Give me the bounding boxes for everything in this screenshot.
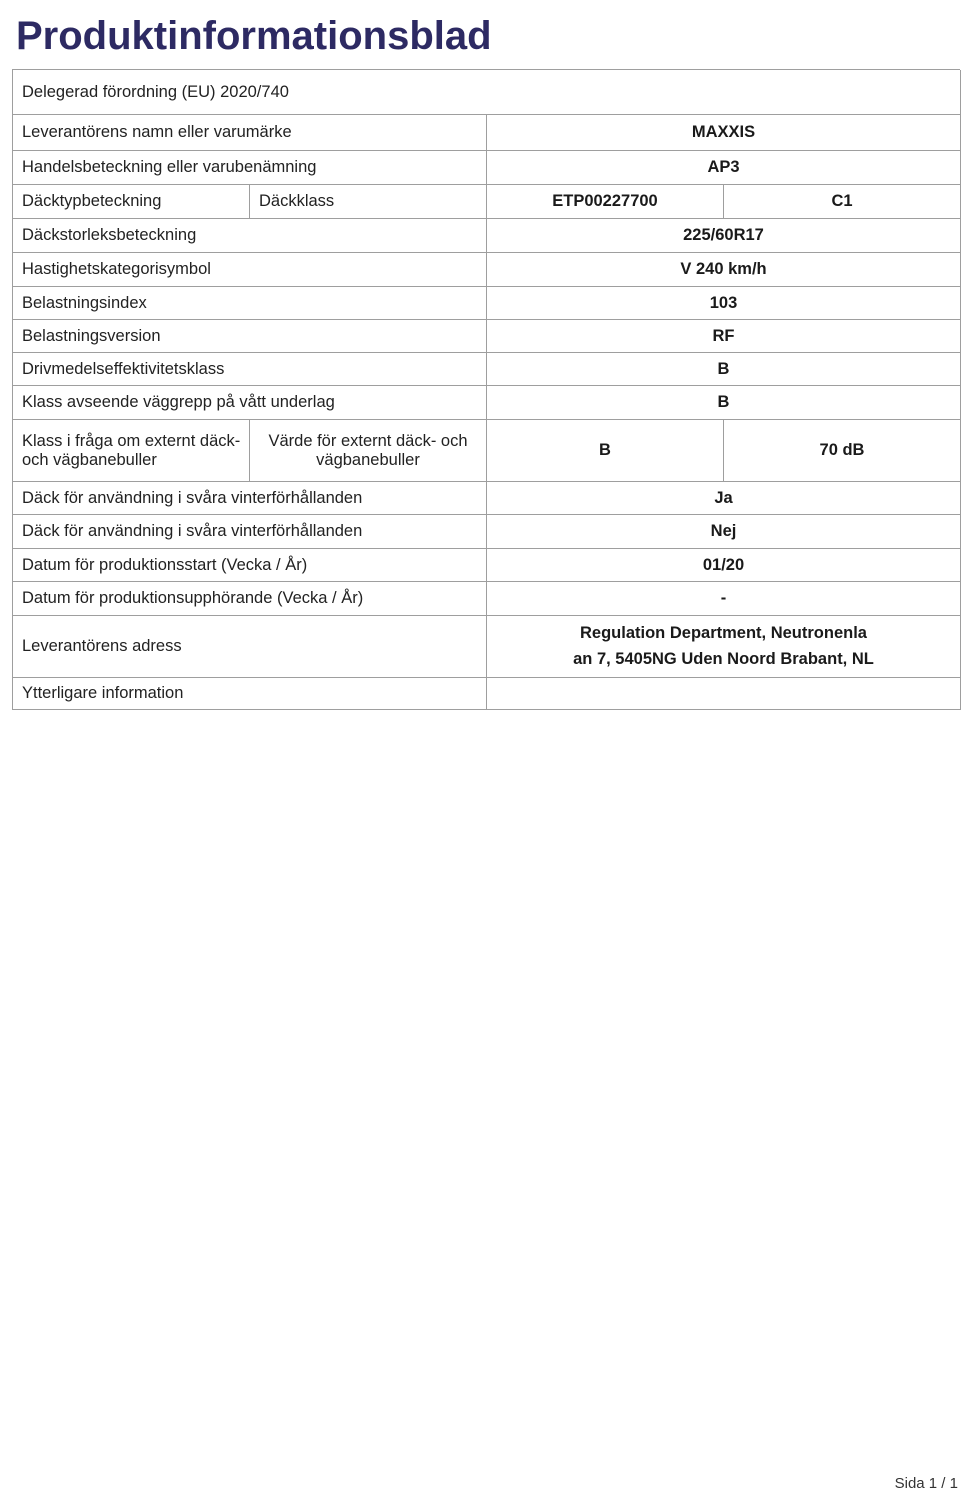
load-version-label: Belastningsversion (13, 320, 487, 353)
additional-info-label: Ytterligare information (13, 678, 487, 710)
supplier-label: Leverantörens namn eller varumärke (13, 115, 487, 151)
size-value: 225/60R17 (487, 219, 961, 253)
product-information-sheet (0, 0, 972, 710)
production-start-value: 01/20 (487, 549, 961, 582)
wet-grip-value: B (487, 386, 961, 420)
supplier-value: MAXXIS (487, 115, 961, 151)
production-start-label: Datum för produktionsstart (Vecka / År) (13, 549, 487, 582)
noise-class-label: Klass i fråga om externt däck- och vägbanebuller (13, 420, 250, 482)
fuel-efficiency-label: Drivmedelseffektivitetsklass (13, 353, 487, 386)
noise-class-value: B (487, 420, 724, 482)
fuel-efficiency-value: B (487, 353, 961, 386)
noise-db-value: 70 dB (724, 420, 961, 482)
wet-grip-label: Klass avseende väggrepp på vått underlag (13, 386, 487, 420)
regulation-subtitle: Delegerad förordning (EU) 2020/740 (13, 70, 961, 115)
page-number: Sida 1 / 1 (894, 1475, 958, 1492)
size-label: Däckstorleksbeteckning (13, 219, 487, 253)
additional-info-value (487, 678, 961, 710)
production-end-label: Datum för produktionsupphörande (Vecka / År) (13, 582, 487, 616)
severe-winter-snow-value: Ja (487, 482, 961, 515)
load-version-value: RF (487, 320, 961, 353)
severe-winter-snow-label: Däck för användning i svåra vinterförhållanden (13, 482, 487, 515)
production-end-value: - (487, 582, 961, 616)
load-index-value: 103 (487, 287, 961, 320)
supplier-address-line-2: an 7, 5405NG Uden Noord Brabant, NL (573, 649, 874, 668)
page-title: Produktinformationsblad (16, 14, 492, 58)
trade-name-label: Handelsbeteckning eller varubenämning (13, 151, 487, 185)
trade-name-value: AP3 (487, 151, 961, 185)
tyre-type-value: ETP00227700 (487, 185, 724, 219)
tyre-class-label: Däckklass (250, 185, 487, 219)
tyre-info-table (12, 69, 960, 710)
supplier-address-label: Leverantörens adress (13, 616, 487, 678)
severe-winter-ice-value: Nej (487, 515, 961, 549)
tyre-class-value: C1 (724, 185, 961, 219)
speed-category-value: V 240 km/h (487, 253, 961, 287)
severe-winter-ice-label: Däck för användning i svåra vinterförhållanden (13, 515, 487, 549)
speed-category-label: Hastighetskategorisymbol (13, 253, 487, 287)
supplier-address-value (487, 616, 961, 678)
load-index-label: Belastningsindex (13, 287, 487, 320)
noise-value-label: Värde för externt däck- och vägbanebuller (250, 420, 487, 482)
tyre-type-label: Däcktypbeteckning (13, 185, 250, 219)
supplier-address-line-1: Regulation Department, Neutronenla (580, 623, 867, 642)
